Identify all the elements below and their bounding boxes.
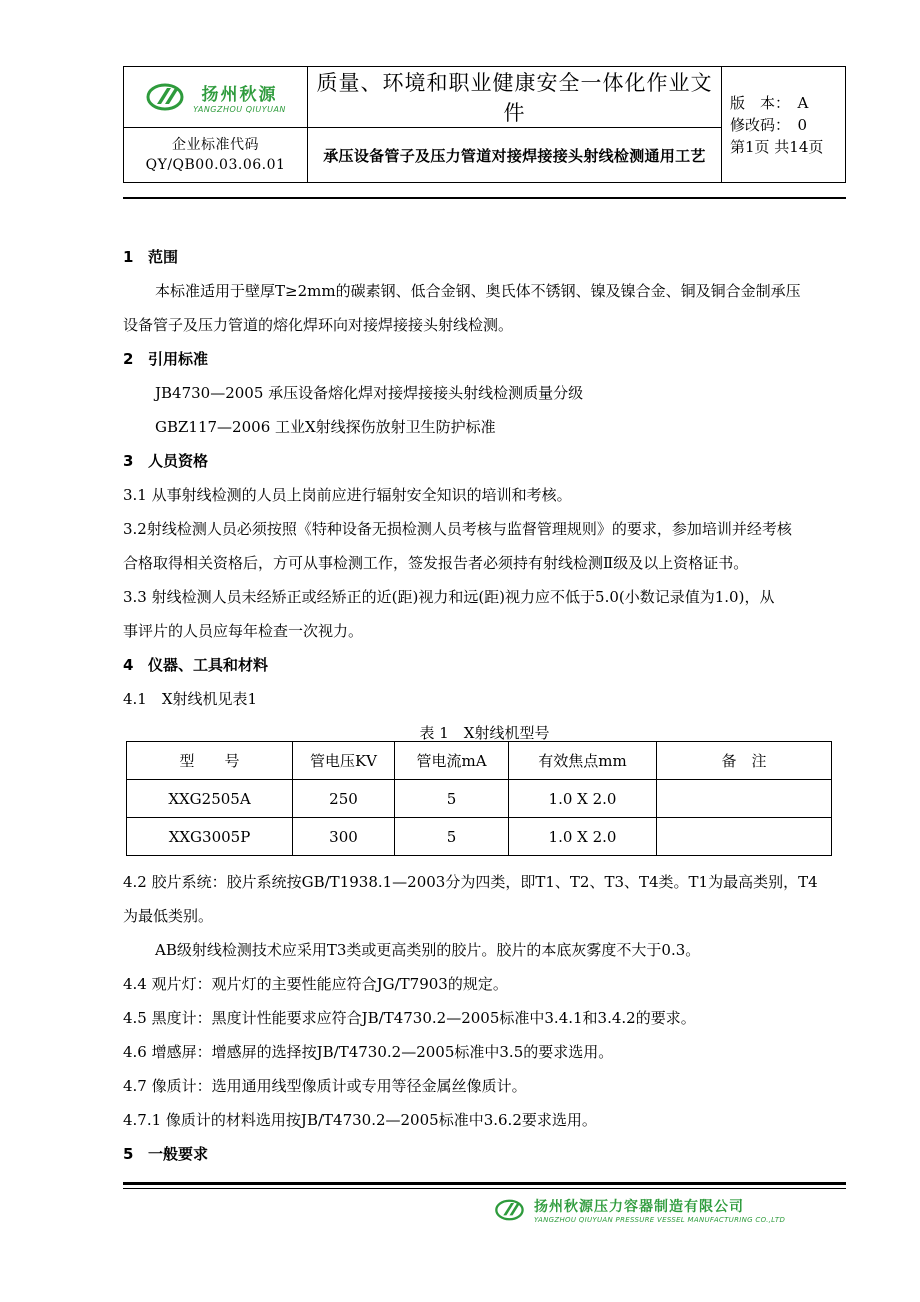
logo-cell: [124, 67, 308, 128]
section-3-heading: [123, 444, 848, 478]
reference-item: GBZ117—2006 工业X射线探伤放射卫生防护标准: [155, 418, 496, 436]
table-cell: XXG2505A: [127, 780, 293, 818]
code-label: 企业标准代码: [172, 137, 259, 153]
paragraph: 4.2 胶片系统：胶片系统按GB/T1938.1—2003分为四类，即T1、T2、T3、T4类。T1为最高类别，T4: [123, 873, 818, 891]
reference-item: JB4730—2005 承压设备熔化焊对接焊接接头射线检测质量分级: [155, 384, 584, 402]
paragraph: 3.1 从事射线检测的人员上岗前应进行辐射安全知识的培训和考核。: [123, 486, 572, 504]
version-cell: [722, 67, 846, 183]
xray-machine-table: [126, 741, 832, 856]
section-title: 仪器、工具和材料: [148, 656, 269, 674]
page-number: 第1页 共14页: [730, 137, 824, 156]
section-number: 4: [123, 656, 134, 674]
table-cell: 5: [395, 780, 509, 818]
document-body: [123, 240, 848, 750]
section-title: 人员资格: [148, 452, 209, 470]
doc-title: 承压设备管子及压力管道对接焊接接头射线检测通用工艺: [323, 146, 706, 165]
company-logo: [124, 80, 307, 114]
table-cell: 5: [395, 818, 509, 856]
paragraph: AB级射线检测技术应采用T3类或更高类别的胶片。胶片的本底灰雾度不大于0.3。: [155, 941, 701, 959]
paragraph: 设备管子及压力管道的熔化焊环向对接焊接接头射线检测。: [123, 316, 514, 334]
footer-company-cn: 扬州秋源压力容器制造有限公司: [534, 1199, 744, 1215]
table-caption: 表 1 X射线机型号: [419, 724, 550, 742]
table-header-row: [127, 742, 832, 780]
document-header: [123, 66, 846, 183]
table-row: [127, 818, 832, 856]
logo-text-cn: 扬州秋源: [201, 85, 278, 105]
footer-rule-thick: [123, 1182, 846, 1185]
section-2-heading: [123, 342, 848, 376]
table-header-cell: 管电流mA: [395, 742, 509, 780]
revision: 修改码： 0: [730, 115, 808, 134]
header-rule: [123, 197, 846, 199]
paragraph: 3.3 射线检测人员未经矫正或经矫正的近(距)视力和远(距)视力应不低于5.0(小数记录值为1.0)，从: [123, 588, 775, 606]
paragraph: 事评片的人员应每年检查一次视力。: [123, 622, 364, 640]
document-body-continued: [123, 865, 848, 1171]
footer-rule-thin: [123, 1188, 846, 1189]
qiuyuan-logo-icon: [145, 82, 189, 112]
section-number: 3: [123, 452, 134, 470]
paragraph: 为最低类别。: [123, 907, 214, 925]
doc-type: 质量、环境和职业健康安全一体化作业文件: [316, 71, 713, 125]
table-cell: 1.0 X 2.0: [509, 818, 657, 856]
section-number: 1: [123, 248, 134, 266]
section-5-heading: [123, 1137, 848, 1171]
table-cell: [657, 818, 832, 856]
paragraph: 4.7 像质计：选用通用线型像质计或专用等径金属丝像质计。: [123, 1077, 527, 1095]
paragraph: 合格取得相关资格后，方可从事检测工作，签发报告者必须持有射线检测Ⅱ级及以上资格证书。: [123, 554, 749, 572]
paragraph: 4.4 观片灯：观片灯的主要性能应符合JG/T7903的规定。: [123, 975, 508, 993]
section-4-heading: [123, 648, 848, 682]
section-number: 2: [123, 350, 134, 368]
section-title: 一般要求: [148, 1145, 209, 1163]
section-title: 范围: [148, 248, 179, 266]
footer-company-logo: [494, 1196, 785, 1224]
table-cell: XXG3005P: [127, 818, 293, 856]
table-header-cell: 型 号: [127, 742, 293, 780]
table-cell: [657, 780, 832, 818]
table-header-cell: 管电压KV: [293, 742, 395, 780]
table-cell: 250: [293, 780, 395, 818]
paragraph: 4.7.1 像质计的材料选用按JB/T4730.2—2005标准中3.6.2要求选用。: [123, 1111, 597, 1129]
section-number: 5: [123, 1145, 134, 1163]
section-1-heading: [123, 240, 848, 274]
version: 版 本： A: [730, 93, 809, 112]
table-header-cell: 有效焦点mm: [509, 742, 657, 780]
section-title: 引用标准: [148, 350, 209, 368]
qiuyuan-logo-icon: [494, 1198, 528, 1222]
code-value: QY/QB00.03.06.01: [145, 157, 286, 173]
code-cell: [124, 128, 308, 183]
paragraph: 4.5 黑度计：黑度计性能要求应符合JB/T4730.2—2005标准中3.4.1和3.4.2的要求。: [123, 1009, 696, 1027]
paragraph: 4.1 X射线机见表1: [123, 690, 258, 708]
paragraph: 4.6 增感屏：增感屏的选择按JB/T4730.2—2005标准中3.5的要求选用。: [123, 1043, 614, 1061]
paragraph: 3.2射线检测人员必须按照《特种设备无损检测人员考核与监督管理规则》的要求，参加培训并经考核: [123, 520, 792, 538]
table-row: [127, 780, 832, 818]
table-cell: 300: [293, 818, 395, 856]
doc-type-cell: [308, 67, 722, 128]
footer-company-en: YANGZHOU QIUYUAN PRESSURE VESSEL MANUFACTURING CO.,LTD: [534, 1216, 786, 1224]
logo-text-en: YANGZHOU QIUYUAN: [193, 105, 286, 114]
table-header-cell: 备 注: [657, 742, 832, 780]
table-cell: 1.0 X 2.0: [509, 780, 657, 818]
title-cell: [308, 128, 722, 183]
paragraph: 本标准适用于壁厚T≥2mm的碳素钢、低合金钢、奥氏体不锈钢、镍及镍合金、铜及铜合金制承压: [155, 282, 801, 300]
